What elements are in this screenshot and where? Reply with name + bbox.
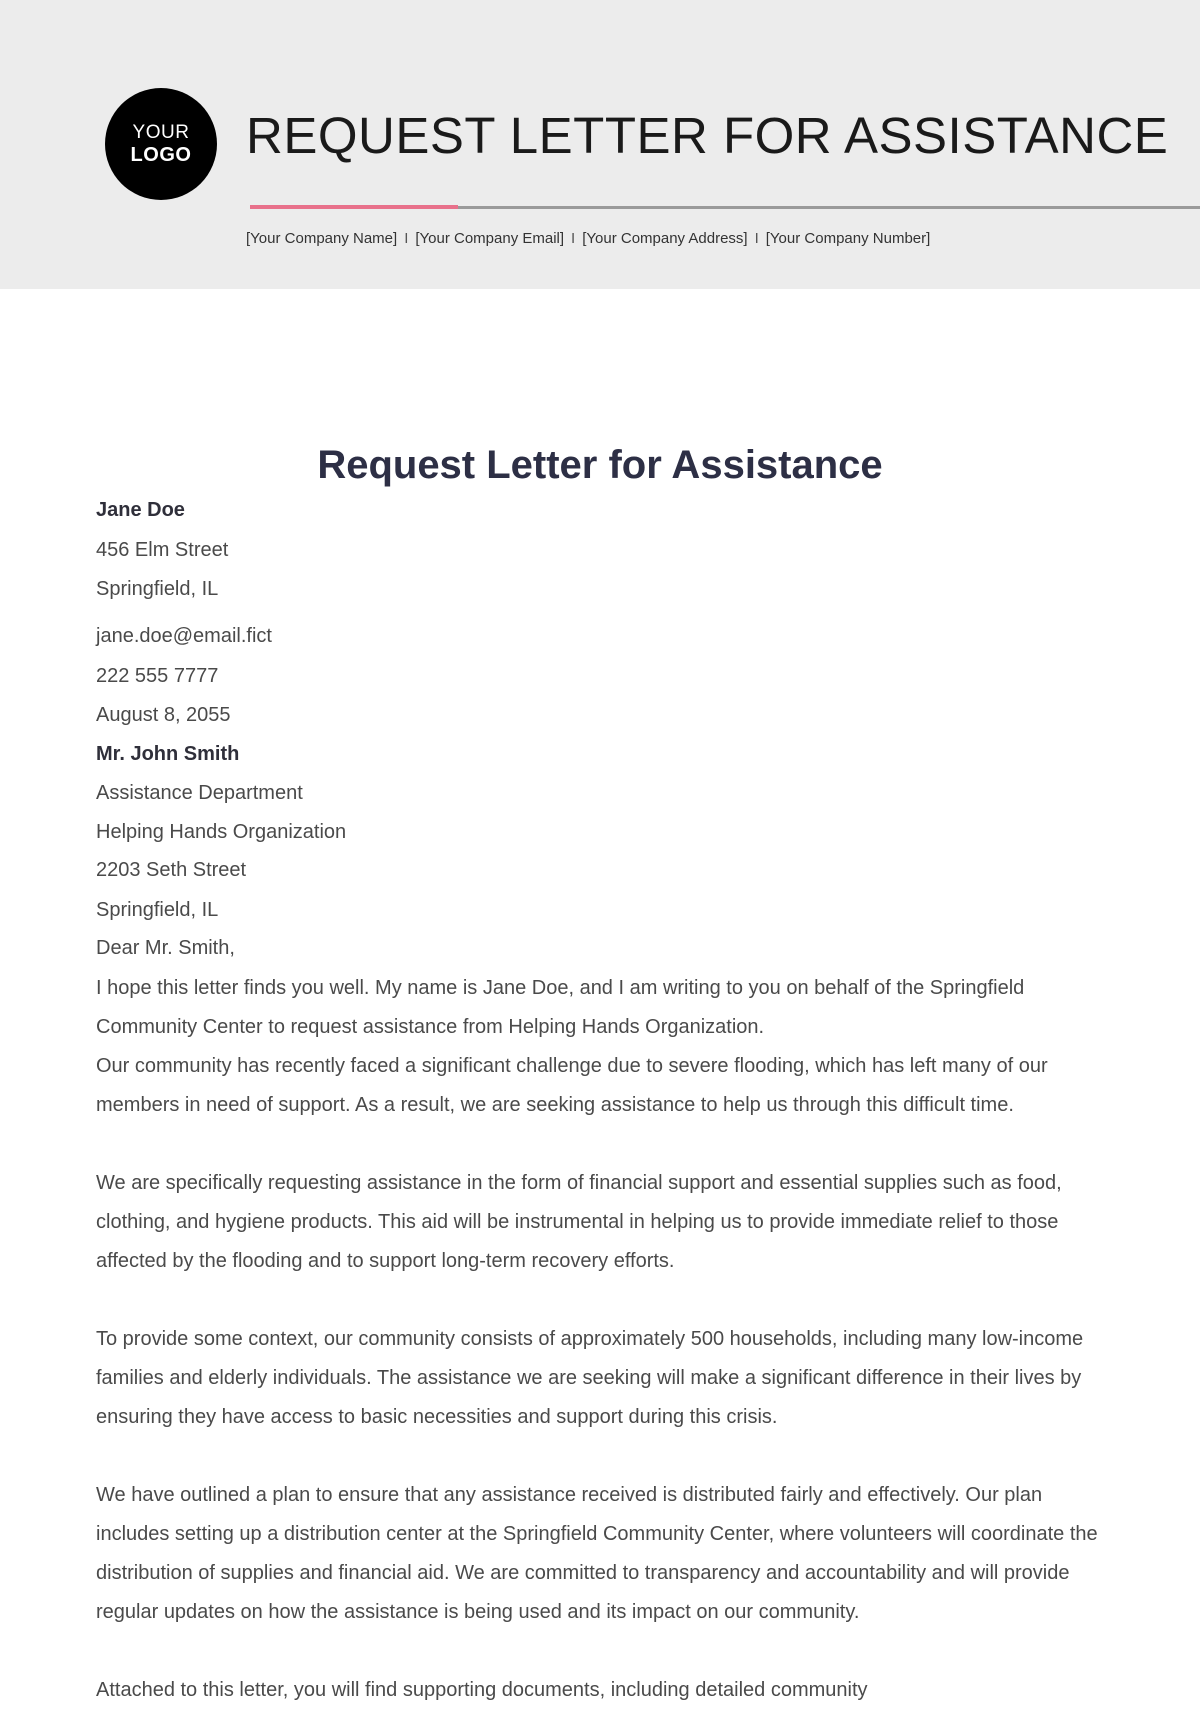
logo-text-your: YOUR [132,122,190,143]
contact-separator: I [404,230,409,247]
recipient-department: Assistance Department [96,782,303,804]
letter-paragraph: We have outlined a plan to ensure that any assistance received is distributed fairly and effectively. Our plan includes setting up a distribution center at the Springfield Community Center, where volunteers will coordinate the distribution of supplies and financial aid. We are committed to transparency and accountability and will provide regular updates on how the assistance is being used and its impact on our community. [96,1484,1098,1623]
recipient-name: Mr. John Smith [96,743,240,765]
sender-street: 456 Elm Street [96,539,229,561]
sender-phone: 222 555 7777 [96,665,219,687]
recipient-street: 2203 Seth Street [96,859,247,881]
letterhead [0,0,1200,289]
sender-city: Springfield, IL [96,578,219,600]
contact-separator: I [571,230,576,247]
company-contact-line [246,230,930,247]
letter-date: August 8, 2055 [96,704,231,726]
company-number: [Your Company Number] [765,230,931,247]
recipient-organization: Helping Hands Organization [96,821,347,843]
letterhead-title: REQUEST LETTER FOR ASSISTANCE [246,107,1169,164]
logo-text-logo: LOGO [130,144,192,166]
letter-title: Request Letter for Assistance [317,443,883,487]
recipient-city: Springfield, IL [96,899,219,921]
letter-paragraph: Our community has recently faced a significant challenge due to severe flooding, which has left many of our members in need of support. As a result, we are seeking assistance to help us through this difficult time. [96,1055,1048,1116]
company-email: [Your Company Email] [415,230,565,247]
contact-separator: I [754,230,759,247]
company-name: [Your Company Name] [246,230,398,247]
company-address: [Your Company Address] [582,230,748,247]
salutation: Dear Mr. Smith, [96,937,235,959]
sender-email: jane.doe@email.fict [96,625,272,647]
letter-paragraph: Attached to this letter, you will find supporting documents, including detailed community [96,1679,868,1701]
letter-paragraph: We are specifically requesting assistance in the form of financial support and essential supplies such as food, clothing, and hygiene products. This aid will be instrumental in helping us to provide immediate relief to those affected by the flooding and to support long-term recovery efforts. [96,1172,1062,1272]
letter-paragraph: I hope this letter finds you well. My name is Jane Doe, and I am writing to you on behalf of the Springfield Community Center to request assistance from Helping Hands Organization. [96,977,1025,1038]
company-logo [105,88,217,200]
sender-name: Jane Doe [96,499,185,521]
letter-paragraph: To provide some context, our community consists of approximately 500 households, including many low-income families and elderly individuals. The assistance we are seeking will make a significant difference in their lives by ensuring they have access to basic necessities and support during this crisis. [96,1328,1084,1428]
letterhead-accent-divider [250,205,458,209]
